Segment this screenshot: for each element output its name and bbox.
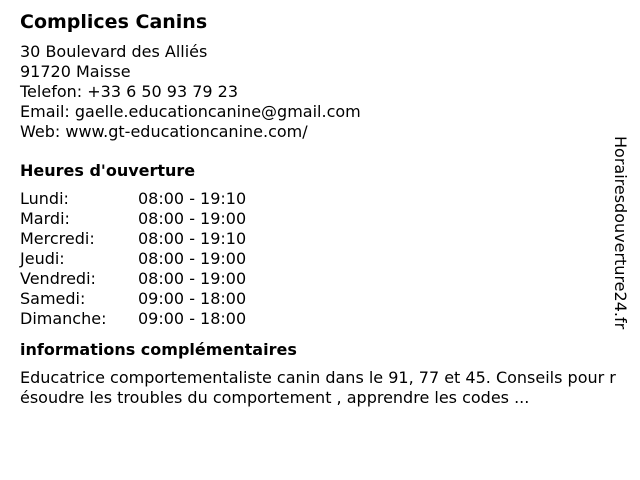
hours-row — [20, 309, 246, 329]
hours-day: Samedi: — [20, 289, 86, 308]
hours-row — [20, 249, 246, 269]
hours-row — [20, 289, 246, 309]
hours-day: Lundi: — [20, 189, 69, 208]
hours-day: Jeudi: — [20, 249, 65, 268]
hours-time: 09:00 - 18:00 — [138, 289, 247, 308]
info-text: Educatrice comportementaliste canin dans le 91, 77 et 45. Conseils pour résoudre les troubles du comportement , apprendre les codes ... — [20, 368, 616, 407]
web-line: Web: www.gt-educationcanine.com/ — [20, 122, 308, 141]
hours-time: 08:00 - 19:00 — [138, 209, 247, 228]
address-street: 30 Boulevard des Alliés — [20, 42, 208, 61]
hours-time: 08:00 - 19:00 — [138, 249, 247, 268]
info-heading: informations complémentaires — [20, 340, 297, 359]
hours-time: 08:00 - 19:10 — [138, 229, 247, 248]
hours-day: Mercredi: — [20, 229, 95, 248]
business-name: Complices Canins — [20, 11, 208, 33]
hours-row — [20, 189, 246, 209]
hours-time: 08:00 - 19:10 — [138, 189, 247, 208]
business-card — [20, 10, 616, 408]
hours-heading: Heures d'ouverture — [20, 161, 196, 180]
hours-day: Mardi: — [20, 209, 70, 228]
hours-row — [20, 229, 246, 249]
address-city: 91720 Maisse — [20, 62, 131, 81]
hours-day: Dimanche: — [20, 309, 107, 328]
hours-row — [20, 209, 246, 229]
hours-day: Vendredi: — [20, 269, 96, 288]
email-line: Email: gaelle.educationcanine@gmail.com — [20, 102, 361, 121]
hours-row — [20, 269, 246, 289]
hours-time: 08:00 - 19:00 — [138, 269, 247, 288]
hours-table — [20, 189, 246, 329]
phone-line: Telefon: +33 6 50 93 79 23 — [20, 82, 239, 101]
contact-block — [20, 42, 610, 142]
hours-time: 09:00 - 18:00 — [138, 309, 247, 328]
site-watermark: Horairesdouverture24.fr — [611, 136, 630, 330]
